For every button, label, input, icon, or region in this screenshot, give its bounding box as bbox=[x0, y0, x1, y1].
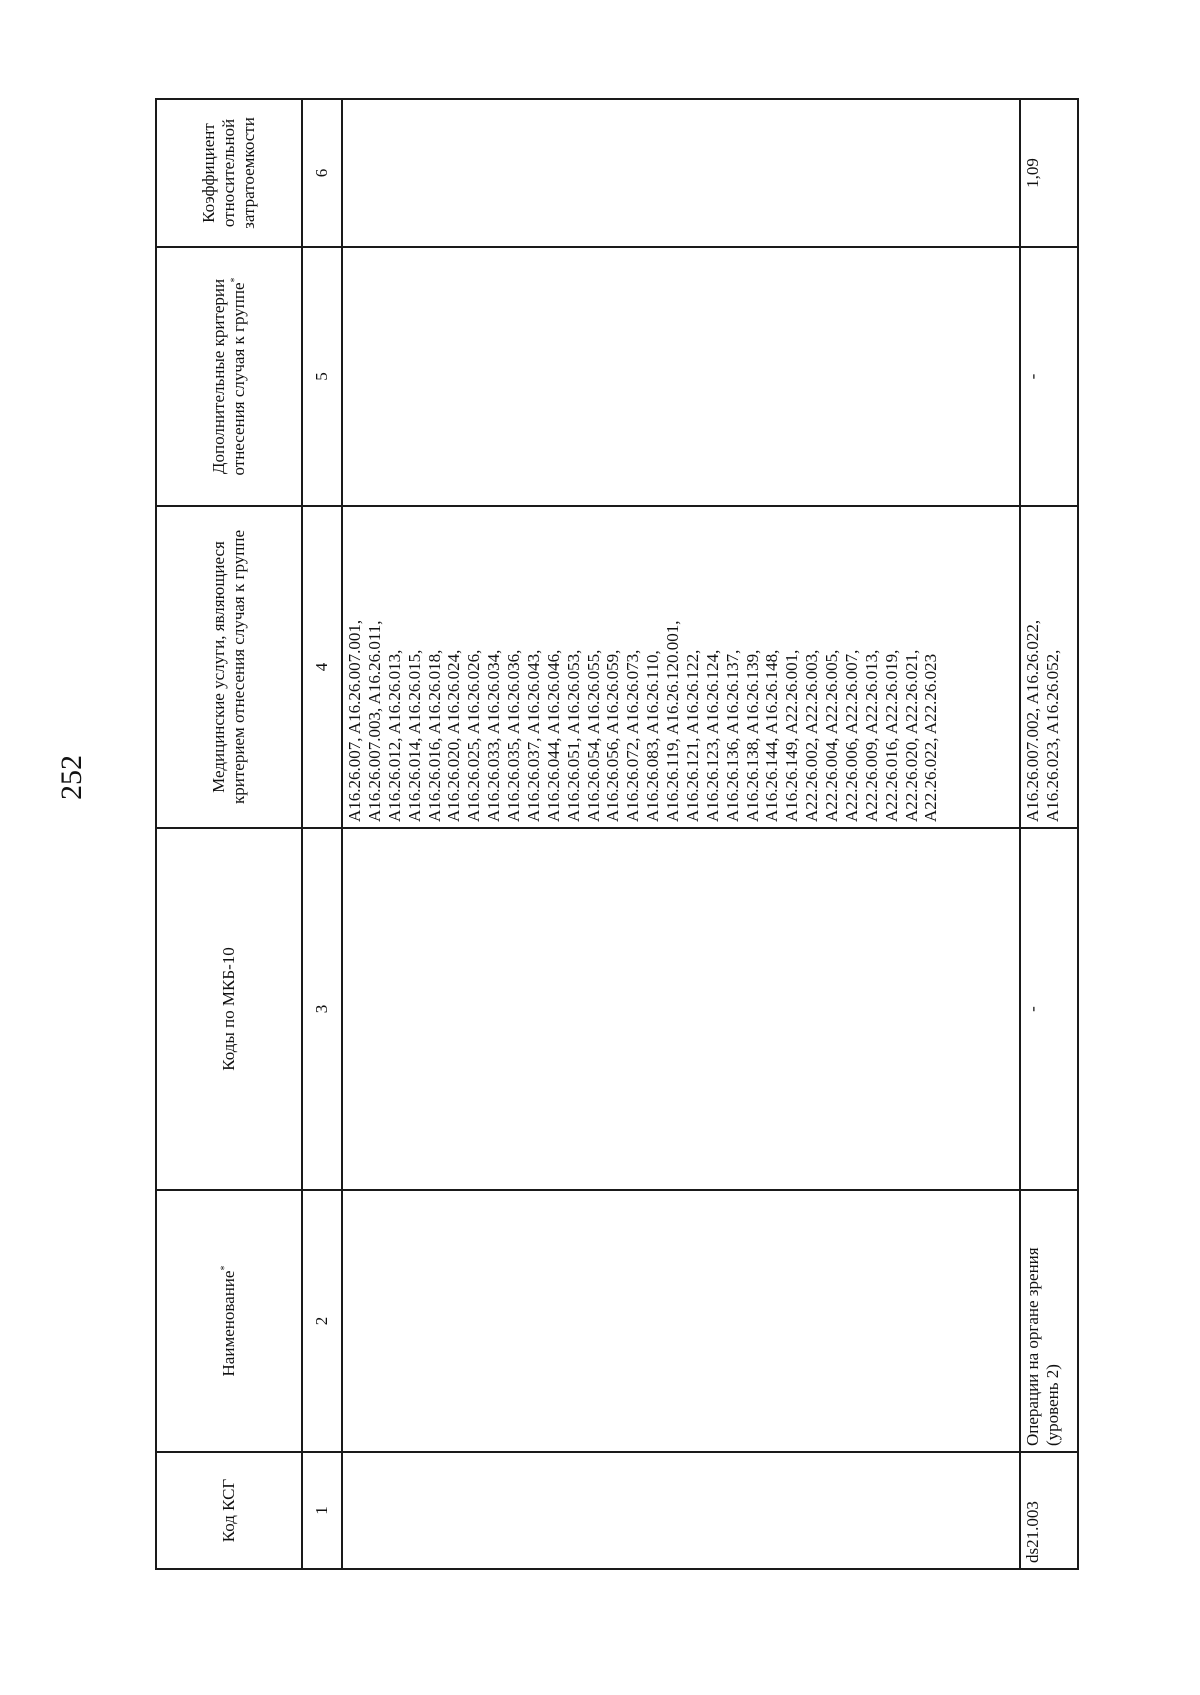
column-number: 6 bbox=[302, 99, 342, 247]
table-rotated-wrapper bbox=[155, 100, 1090, 1570]
header-medical-services: Медицинские услуги, являющиеся критерием отнесения случая к группе bbox=[156, 506, 302, 828]
column-number: 3 bbox=[302, 828, 342, 1190]
cell-empty bbox=[342, 247, 1020, 506]
header-ksg-code: Код КСГ bbox=[156, 1452, 302, 1569]
cell-ksg-code: ds21.003 bbox=[1020, 1452, 1078, 1569]
cell-mkb-codes: - bbox=[1020, 828, 1078, 1190]
cell-services-list: A16.26.007.002, A16.26.022, A16.26.023, A16.26.052, bbox=[1020, 506, 1078, 828]
cell-empty bbox=[342, 1452, 1020, 1569]
table-row bbox=[1020, 99, 1078, 1569]
ksg-table bbox=[155, 98, 1079, 1570]
table-row-continuation bbox=[342, 99, 1020, 1569]
cell-empty bbox=[342, 828, 1020, 1190]
header-mkb-codes: Коды по МКБ-10 bbox=[156, 828, 302, 1190]
header-name: Наименование* bbox=[156, 1190, 302, 1452]
page-number: 252 bbox=[55, 755, 88, 800]
cell-empty bbox=[342, 1190, 1020, 1452]
column-number: 4 bbox=[302, 506, 342, 828]
header-coefficient: Коэффициент относительной затратоемкости bbox=[156, 99, 302, 247]
column-number-row bbox=[302, 99, 342, 1569]
cell-name: Операции на органе зрения (уровень 2) bbox=[1020, 1190, 1078, 1452]
header-extra-criteria: Дополнительные критерии отнесения случая к группе* bbox=[156, 247, 302, 506]
column-number: 1 bbox=[302, 1452, 342, 1569]
cell-extra-criteria: - bbox=[1020, 247, 1078, 506]
cell-services-list: A16.26.007, A16.26.007.001, A16.26.007.003, A16.26.011, A16.26.012, A16.26.013, A16.26.014, A16.26.015, A16.26.016, A16.26.018, A16.26.020, A16.26.024, A16.26.025, A16.26.026, A16.26.033, A16.26.034, A16.26.035, A16.26.036, A16.26.037, A16.26.043, A16.26.044, A16.26.046, A16.26.051, A16.26.053, A16.26.054, A16.26.055, A16.26.056, A16.26.059, A16.26.072, A16.26.073, A16.26.083, A16.26.110, A16.26.119, A16.26.120.001, A16.26.121, A16.26.122, A16.26.123, A16.26.124, A16.26.136, A16.26.137, A16.26.138, A16.26.139, A16.26.144, A16.26.148, A16.26.149, A22.26.001, A22.26.002, A22.26.003, A22.26.004, A22.26.005, A22.26.006, A22.26.007, A22.26.009, A22.26.013, A22.26.016, A22.26.019, A22.26.020, A22.26.021, A22.26.022, A22.26.023 bbox=[342, 506, 1020, 828]
column-number: 5 bbox=[302, 247, 342, 506]
cell-empty bbox=[342, 99, 1020, 247]
cell-coefficient: 1,09 bbox=[1020, 99, 1078, 247]
column-number: 2 bbox=[302, 1190, 342, 1452]
table-header-row bbox=[156, 99, 302, 1569]
